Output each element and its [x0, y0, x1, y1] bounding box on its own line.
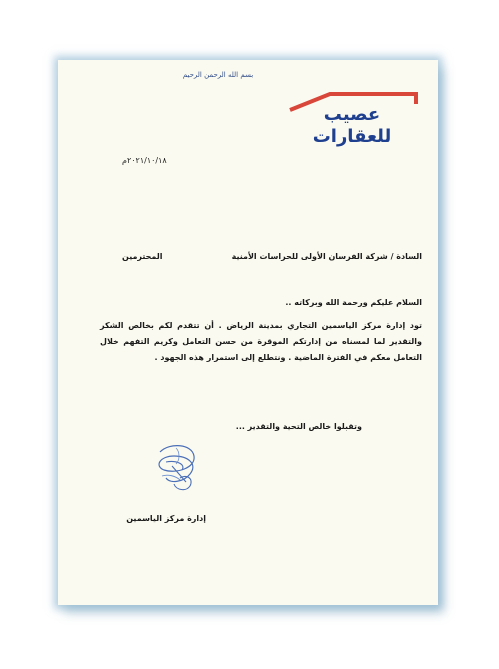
company-logo: [282, 88, 422, 147]
letter-sheet: [58, 60, 438, 605]
signature-icon: [146, 438, 210, 498]
addressee: السادة / شركة الفرسان الأولى للحراسات الأمنية: [231, 252, 422, 261]
basmala: بسم الله الرحمن الرحيم: [182, 71, 254, 79]
greeting: السلام عليكم ورحمة الله وبركاته ..: [285, 298, 422, 307]
closing-line: وتقبلوا خالص التحية والتقدير ...: [235, 422, 362, 431]
letter-content: [58, 60, 438, 605]
honorific: المحترمين: [122, 252, 163, 261]
logo-text: عصيب للعقارات: [312, 104, 392, 147]
letter-date: ٢٠٢١/١٠/١٨م: [122, 156, 167, 165]
letter-body: تود إدارة مركز الياسمين التجاري بمدينة الرياض . أن تتقدم لكم بخالص الشكر والتقدير لما لمسناه من إدارتكم الموقرة من حسن التعامل وكريم التفهم خلال التعامل معكم في الفترة الماضية . ونتطلع إلى استمرار هذه الجهود .: [100, 321, 422, 362]
signatory: إدارة مركز الياسمين: [126, 514, 206, 523]
